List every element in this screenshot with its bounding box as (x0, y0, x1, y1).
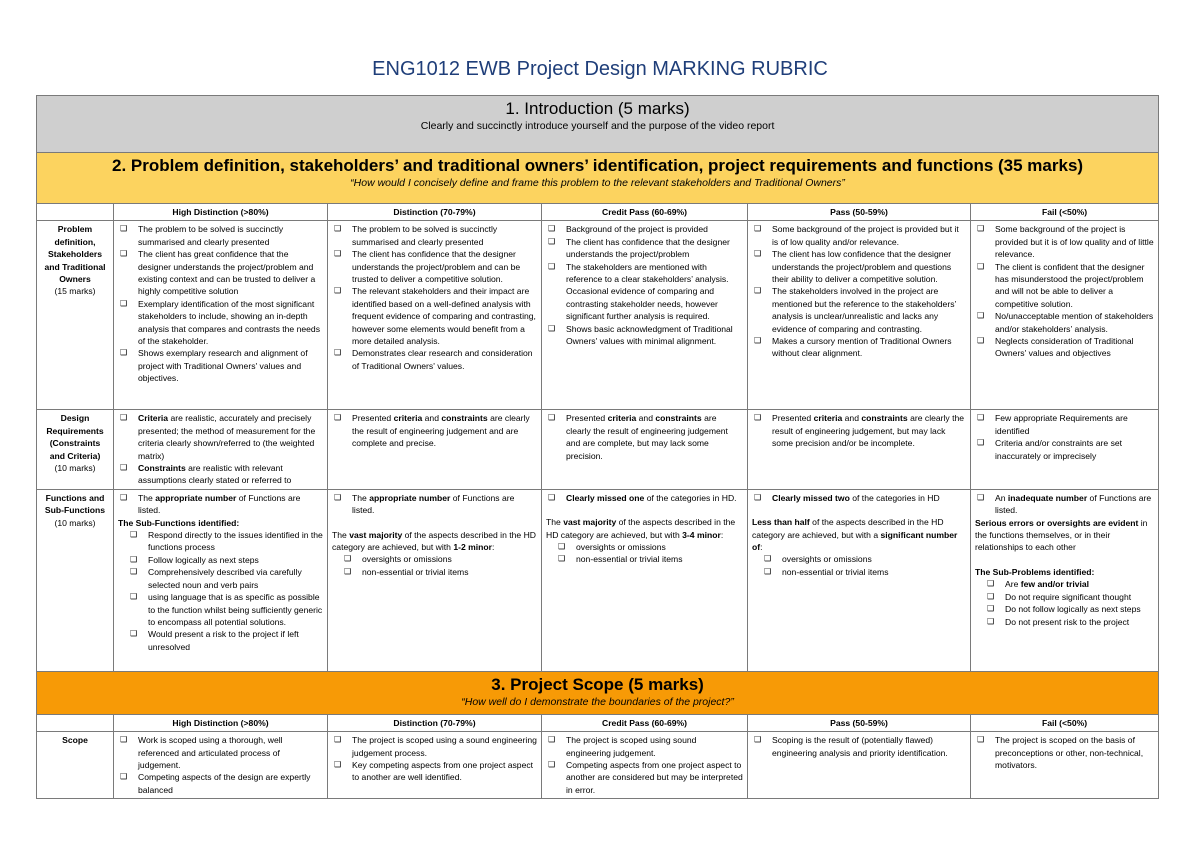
marking-rubric-table (36, 95, 1159, 799)
rubric-bullet: ❑ The problem to be solved is succinctly summarised and clearly presented (118, 223, 323, 248)
problem-p-cell (748, 221, 971, 410)
rubric-paragraph: Serious errors or oversights are evident in the functions themselves, or in their relationships to each other (975, 517, 1148, 553)
rubric-bullet: ❑ The client has great confidence that the designer understands the project/problem and existing context and can be trusted to deliver a highly competitive solution (118, 248, 323, 298)
grade-header: High Distinction (>80%) (114, 204, 328, 221)
rubric-bullet: ❑ non-essential or trivial items (752, 566, 966, 578)
grade-header: Credit Pass (60-69%) (542, 204, 748, 221)
design-p-cell (748, 410, 971, 489)
functions-row (37, 489, 1159, 671)
rubric-bullet: ❑ Few appropriate Requirements are identified (975, 412, 1154, 437)
design-d-cell (328, 410, 542, 489)
rubric-bullet: ❑ The client has confidence that the designer understands the project/problem (546, 236, 743, 261)
criteria-header-blank (37, 204, 114, 221)
grade-header: Pass (50-59%) (748, 204, 971, 221)
problem-f-cell (971, 221, 1159, 410)
scope-p-cell (748, 732, 971, 799)
grade-header: Distinction (70-79%) (328, 714, 542, 731)
criterion-name: Problem definition, Stakeholders and Traditional Owners (44, 224, 106, 285)
rubric-paragraph: The vast majority of the aspects described in the HD category are achieved, but with 3-4 minor: (546, 517, 736, 540)
section-1-title: 1. Introduction (5 marks) (505, 99, 690, 118)
scope-f-cell (971, 732, 1159, 799)
rubric-bullet: ❑ The client has low confidence that the designer understands the project/problem and questions their ability to deliver a competitive solution. (752, 248, 966, 285)
rubric-bullet: ❑ non-essential or trivial items (332, 566, 537, 578)
section-1-row (37, 96, 1159, 153)
design-hd-cell (114, 410, 328, 489)
rubric-bullet: ❑ Key competing aspects from one project aspect to another are well identified. (332, 759, 537, 784)
design-f-cell (971, 410, 1159, 489)
rubric-bullet: ❑ Demonstrates clear research and consideration of Traditional Owners' values. (332, 347, 537, 372)
rubric-bullet: ❑ Comprehensively described via carefully selected noun and verb pairs (118, 566, 323, 591)
functions-p-cell (748, 489, 971, 671)
grade-header: High Distinction (>80%) (114, 714, 328, 731)
functions-f-cell (971, 489, 1159, 671)
section-3-subtitle: “How well do I demonstrate the boundaries of the project?” (461, 695, 734, 708)
functions-d-cell (328, 489, 542, 671)
rubric-bullet: ❑ Some background of the project is provided but it is of low quality and of little relevance. (975, 223, 1154, 260)
rubric-bullet: ❑ Clearly missed one of the categories in HD. (546, 492, 743, 504)
rubric-bullet: ❑ Neglects consideration of Traditional Owners' values and objectives (975, 335, 1154, 360)
section-1-subtitle: Clearly and succinctly introduce yourself and the purpose of the video report (420, 120, 775, 132)
rubric-bullet: ❑ Do not require significant thought (975, 591, 1154, 603)
rubric-bullet: ❑ Exemplary identification of the most significant stakeholders to include, showing an in-depth analysis that compares and contrasts the needs of the stakeholder. (118, 298, 323, 348)
problem-d-cell (328, 221, 542, 410)
rubric-bullet: ❑ Criteria and/or constraints are set inaccurately or imprecisely (975, 437, 1154, 462)
problem-definition-row (37, 221, 1159, 410)
rubric-bullet: ❑ Respond directly to the issues identified in the functions process (118, 529, 323, 554)
rubric-bullet: ❑ The client is confident that the designer has misunderstood the project/problem and will not be able to deliver a competitive solution. (975, 261, 1154, 311)
rubric-bullet: ❑ Presented criteria and constraints are clearly the result of engineering judgement, but may lack some precision and/or be incomplete. (752, 412, 966, 449)
rubric-bullet: ❑ Makes a cursory mention of Traditional Owners without clear alignment. (752, 335, 966, 360)
document-title: ENG1012 EWB Project Design MARKING RUBRIC (372, 58, 828, 80)
functions-hd-cell (114, 489, 328, 671)
rubric-bullet: ❑ No/unacceptable mention of stakeholders and/or stakeholders’ analysis. (975, 310, 1154, 335)
rubric-bullet: ❑ Do not present risk to the project (975, 616, 1154, 628)
grade-header: Fail (<50%) (971, 714, 1159, 731)
rubric-bullet: ❑ The project is scoped using sound engineering judgement. (546, 734, 743, 759)
section-2-subtitle: “How would I concisely define and frame this problem to the relevant stakeholders and Traditional Owners” (350, 177, 845, 189)
criterion-name: Scope (62, 735, 88, 746)
problem-hd-cell (114, 221, 328, 410)
rubric-bullet: ❑ Do not follow logically as next steps (975, 603, 1154, 615)
rubric-bullet: ❑ non-essential or trivial items (546, 553, 743, 565)
design-requirements-row (37, 410, 1159, 489)
rubric-bullet: ❑ Follow logically as next steps (118, 554, 323, 566)
scope-hd-cell (114, 732, 328, 799)
rubric-bullet: ❑ Competing aspects from one project aspect to another are considered but may be interpreted in error. (546, 759, 743, 796)
rubric-bullet: ❑ Shows exemplary research and alignment of project with Traditional Owners' values and objectives. (118, 347, 323, 384)
criterion-marks: (10 marks) (54, 463, 96, 474)
section-1-header (37, 96, 1159, 153)
rubric-bullet: ❑ Background of the project is provided (546, 223, 743, 235)
sub-problems-heading: The Sub-Problems identified: (975, 566, 1095, 577)
rubric-bullet: ❑ The stakeholders involved in the project are mentioned but the reference to the stakeholders’ analysis is unclear/unrealistic and lacks any evidence of comparing and contrasting. (752, 285, 966, 335)
section-3-row (37, 671, 1159, 714)
criterion-marks: (10 marks) (54, 517, 96, 528)
rubric-bullet: ❑ Clearly missed two of the categories in HD (752, 492, 966, 504)
rubric-bullet: ❑ Some background of the project is provided but it is of low quality and/or relevance. (752, 223, 966, 248)
section-3-title: 3. Project Scope (5 marks) (491, 674, 704, 694)
criterion-marks: (15 marks) (54, 286, 96, 297)
grade-header-row (37, 714, 1159, 731)
rubric-bullet: ❑ The stakeholders are mentioned with reference to a clear stakeholders’ analysis. Occasional evidence of comparing and contrasting stakeholder needs, however significant further analysis is required. (546, 261, 743, 323)
rubric-bullet: ❑ Would present a risk to the project if left unresolved (118, 628, 323, 653)
section-2-title: 2. Problem definition, stakeholders’ and traditional owners’ identification, project requirements and functions (35 marks) (111, 156, 1084, 175)
scope-row (37, 732, 1159, 799)
grade-header-row (37, 204, 1159, 221)
rubric-bullet: ❑ The appropriate number of Functions are listed. (332, 492, 537, 517)
rubric-bullet: ❑ Work is scoped using a thorough, well referenced and articulated process of judgement. (118, 734, 323, 771)
section-2-row (37, 153, 1159, 204)
criterion-name: Design Requirements (Constraints and Criteria) (46, 413, 104, 461)
design-c-cell (542, 410, 748, 489)
rubric-paragraph: The vast majority of the aspects described in the HD category are achieved, but with 1-2 minor: (332, 529, 536, 553)
rubric-bullet: ❑ The project is scoped using a sound engineering judgement process. (332, 734, 537, 759)
rubric-bullet: ❑ The project is scoped on the basis of preconceptions or other, non-technical, motivators. (975, 734, 1154, 771)
rubric-bullet: ❑ An inadequate number of Functions are listed. (975, 492, 1154, 517)
scope-c-cell (542, 732, 748, 799)
rubric-bullet: ❑ Are few and/or trivial (975, 578, 1154, 590)
section-2-header (37, 153, 1159, 204)
rubric-bullet: ❑ Scoping is the result of (potentially flawed) engineering analysis and priority identification. (752, 734, 966, 759)
rubric-paragraph: Less than half of the aspects described in the HD category are achieved, but with a significant number of: (752, 517, 958, 553)
rubric-bullet: ❑ The appropriate number of Functions are listed. (118, 492, 323, 517)
functions-c-cell (542, 489, 748, 671)
rubric-bullet: ❑ oversights or omissions (752, 553, 966, 565)
rubric-bullet: ❑ using language that is as specific as possible to the function whilst being sufficiently generic to encompass all potential solutions. (118, 591, 323, 628)
criteria-header-blank (37, 714, 114, 731)
rubric-bullet: ❑ The relevant stakeholders and their impact are identified based on a well-defined analysis with frequent evidence of comparing and contrasting, however some elements would benefit from a more detailed analysis. (332, 285, 537, 347)
grade-header: Distinction (70-79%) (328, 204, 542, 221)
criterion-scope (37, 732, 114, 799)
rubric-bullet: ❑ The problem to be solved is succinctly summarised and clearly presented (332, 223, 537, 248)
criterion-name: Functions and Sub-Functions (44, 492, 106, 516)
grade-header: Pass (50-59%) (748, 714, 971, 731)
rubric-bullet: ❑ Competing aspects of the design are expertly balanced (118, 771, 323, 796)
sub-functions-heading: The Sub-Functions identified: (118, 517, 240, 528)
rubric-bullet: ❑ oversights or omissions (332, 553, 537, 565)
grade-header: Credit Pass (60-69%) (542, 714, 748, 731)
rubric-bullet: ❑ Presented criteria and constraints are clearly the result of engineering judgement and are complete and precise. (332, 412, 537, 449)
criterion-functions (37, 489, 114, 671)
criterion-problem-definition (37, 221, 114, 410)
problem-c-cell (542, 221, 748, 410)
rubric-bullet: ❑ Constraints are realistic with relevant assumptions clearly stated or referred to (118, 462, 323, 487)
rubric-bullet: ❑ oversights or omissions (546, 541, 743, 553)
rubric-bullet: ❑ Presented criteria and constraints are clearly the result of engineering judgement and are complete, but may lack some precision. (546, 412, 743, 462)
criterion-design-requirements (37, 410, 114, 489)
section-3-header (37, 671, 1159, 714)
scope-d-cell (328, 732, 542, 799)
rubric-bullet: ❑ The client has confidence that the designer understands the project/problem and can be trusted to deliver a competitive solution. (332, 248, 537, 285)
rubric-bullet: ❑ Criteria are realistic, accurately and precisely presented; the method of measurement for the criteria clearly shown/referred to (the weighted matrix) (118, 412, 323, 462)
grade-header: Fail (<50%) (971, 204, 1159, 221)
rubric-bullet: ❑ Shows basic acknowledgment of Traditional Owners' values with minimal alignment. (546, 323, 743, 348)
